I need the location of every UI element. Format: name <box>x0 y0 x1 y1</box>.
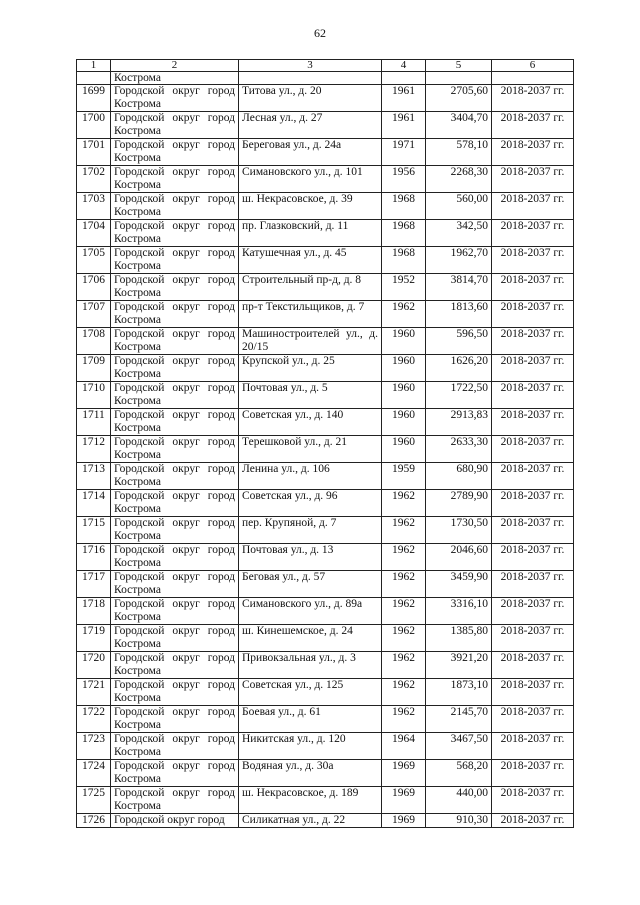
table-row <box>77 193 574 220</box>
period-cell: 2018-2037 гг. <box>492 193 574 220</box>
period-cell: 2018-2037 гг. <box>492 409 574 436</box>
district-cell: Городской округ город Кострома <box>111 382 239 409</box>
row-number: 1709 <box>77 355 111 382</box>
period-cell: 2018-2037 гг. <box>492 112 574 139</box>
table-row <box>77 274 574 301</box>
district-cell: Городской округ город Кострома <box>111 220 239 247</box>
table-row <box>77 544 574 571</box>
year-cell: 1962 <box>382 301 426 328</box>
area-cell: 560,00 <box>426 193 492 220</box>
district-cell: Городской округ город Кострома <box>111 355 239 382</box>
address-cell: Беговая ул., д. 57 <box>239 571 382 598</box>
address-cell: ш. Кинешемское, д. 24 <box>239 625 382 652</box>
table-row <box>77 409 574 436</box>
period-cell: 2018-2037 гг. <box>492 247 574 274</box>
address-cell: Советская ул., д. 96 <box>239 490 382 517</box>
table-row <box>77 247 574 274</box>
district-cell: Городской округ город Кострома <box>111 166 239 193</box>
address-cell: Симановского ул., д. 89а <box>239 598 382 625</box>
header-cell: 1 <box>77 60 111 72</box>
page-number: 62 <box>314 26 326 40</box>
area-cell: 3467,50 <box>426 733 492 760</box>
address-cell: Титова ул., д. 20 <box>239 85 382 112</box>
housing-register-table <box>76 59 574 828</box>
address-cell: Водяная ул., д. 30а <box>239 760 382 787</box>
period-cell: 2018-2037 гг. <box>492 625 574 652</box>
address-cell: Почтовая ул., д. 13 <box>239 544 382 571</box>
period-cell: 2018-2037 гг. <box>492 274 574 301</box>
area-cell: 2789,90 <box>426 490 492 517</box>
area-cell: 2268,30 <box>426 166 492 193</box>
area-cell: 1730,50 <box>426 517 492 544</box>
period-cell: 2018-2037 гг. <box>492 760 574 787</box>
header-cell: 2 <box>111 60 239 72</box>
year-cell: 1962 <box>382 517 426 544</box>
row-number: 1716 <box>77 544 111 571</box>
period-cell: 2018-2037 гг. <box>492 463 574 490</box>
area-cell: 1873,10 <box>426 679 492 706</box>
area-cell: 2913,83 <box>426 409 492 436</box>
row-number: 1705 <box>77 247 111 274</box>
year-cell: 1962 <box>382 679 426 706</box>
year-cell: 1962 <box>382 544 426 571</box>
table-row <box>77 706 574 733</box>
area-cell: 568,20 <box>426 760 492 787</box>
district-cell: Городской округ город <box>111 814 239 828</box>
column-number-header-row <box>77 60 574 72</box>
address-cell: Никитская ул., д. 120 <box>239 733 382 760</box>
area-cell: 1385,80 <box>426 625 492 652</box>
period-cell: 2018-2037 гг. <box>492 787 574 814</box>
row-number: 1717 <box>77 571 111 598</box>
year-cell: 1956 <box>382 166 426 193</box>
period-cell: 2018-2037 гг. <box>492 571 574 598</box>
district-cell: Городской округ город Кострома <box>111 247 239 274</box>
row-number: 1712 <box>77 436 111 463</box>
header-cell: 3 <box>239 60 382 72</box>
area-cell: 440,00 <box>426 787 492 814</box>
district-cell: Городской округ город Кострома <box>111 571 239 598</box>
area-cell: 1813,60 <box>426 301 492 328</box>
district-cell: Городской округ город Кострома <box>111 598 239 625</box>
area-cell: 2633,30 <box>426 436 492 463</box>
period-cell: 2018-2037 гг. <box>492 166 574 193</box>
row-number: 1725 <box>77 787 111 814</box>
header-cell: 6 <box>492 60 574 72</box>
year-cell: 1962 <box>382 598 426 625</box>
period-cell: 2018-2037 гг. <box>492 85 574 112</box>
district-cell: Городской округ город Кострома <box>111 193 239 220</box>
area-cell: 3316,10 <box>426 598 492 625</box>
district-cell: Городской округ город Кострома <box>111 760 239 787</box>
area-cell: 1722,50 <box>426 382 492 409</box>
table-row <box>77 787 574 814</box>
address-cell: Почтовая ул., д. 5 <box>239 382 382 409</box>
row-number: 1724 <box>77 760 111 787</box>
period-cell: 2018-2037 гг. <box>492 301 574 328</box>
area-cell: 3921,20 <box>426 652 492 679</box>
area-cell: 2145,70 <box>426 706 492 733</box>
row-number: 1700 <box>77 112 111 139</box>
address-cell: Катушечная ул., д. 45 <box>239 247 382 274</box>
period-cell: 2018-2037 гг. <box>492 490 574 517</box>
table-row <box>77 139 574 166</box>
district-cell: Городской округ город Кострома <box>111 517 239 544</box>
address-cell: пер. Крупяной, д. 7 <box>239 517 382 544</box>
table-row <box>77 517 574 544</box>
address-cell: Советская ул., д. 125 <box>239 679 382 706</box>
year-cell: 1962 <box>382 706 426 733</box>
area-cell: 3459,90 <box>426 571 492 598</box>
table-row <box>77 490 574 517</box>
year-cell: 1968 <box>382 247 426 274</box>
row-number: 1713 <box>77 463 111 490</box>
table-row <box>77 436 574 463</box>
period-cell: 2018-2037 гг. <box>492 355 574 382</box>
area-cell: 910,30 <box>426 814 492 828</box>
district-cell: Городской округ город Кострома <box>111 409 239 436</box>
row-number: 1715 <box>77 517 111 544</box>
table-row <box>77 625 574 652</box>
table-row <box>77 355 574 382</box>
row-number: 1704 <box>77 220 111 247</box>
district-cell: Городской округ город Кострома <box>111 274 239 301</box>
row-number: 1722 <box>77 706 111 733</box>
address-cell: ш. Некрасовское, д. 39 <box>239 193 382 220</box>
row-number: 1714 <box>77 490 111 517</box>
period-cell: 2018-2037 гг. <box>492 382 574 409</box>
row-number: 1721 <box>77 679 111 706</box>
area-cell: 578,10 <box>426 139 492 166</box>
period-cell: 2018-2037 гг. <box>492 598 574 625</box>
year-cell: 1971 <box>382 139 426 166</box>
year-cell: 1968 <box>382 193 426 220</box>
table-row <box>77 679 574 706</box>
row-number: 1723 <box>77 733 111 760</box>
district-cell: Городской округ город Кострома <box>111 139 239 166</box>
table-row <box>77 814 574 828</box>
area-cell: 1626,20 <box>426 355 492 382</box>
address-cell: Боевая ул., д. 61 <box>239 706 382 733</box>
table-row <box>77 463 574 490</box>
year-cell: 1960 <box>382 355 426 382</box>
table-row <box>77 733 574 760</box>
district-cell: Городской округ город Кострома <box>111 436 239 463</box>
district-cell: Городской округ город Кострома <box>111 787 239 814</box>
table-row <box>77 166 574 193</box>
period-cell: 2018-2037 гг. <box>492 328 574 355</box>
address-cell: пр-т Текстильщиков, д. 7 <box>239 301 382 328</box>
row-number: 1718 <box>77 598 111 625</box>
year-cell: 1962 <box>382 625 426 652</box>
row-number: 1703 <box>77 193 111 220</box>
period-cell: 2018-2037 гг. <box>492 436 574 463</box>
period-cell: 2018-2037 гг. <box>492 706 574 733</box>
table-row <box>77 112 574 139</box>
district-cell: Городской округ город Кострома <box>111 301 239 328</box>
period-cell: 2018-2037 гг. <box>492 814 574 828</box>
row-number: 1708 <box>77 328 111 355</box>
row-number: 1706 <box>77 274 111 301</box>
continuation-text: Кострома <box>111 72 239 85</box>
table-row <box>77 301 574 328</box>
area-cell: 2046,60 <box>426 544 492 571</box>
year-cell: 1962 <box>382 571 426 598</box>
period-cell: 2018-2037 гг. <box>492 220 574 247</box>
year-cell: 1960 <box>382 328 426 355</box>
district-cell: Городской округ город Кострома <box>111 85 239 112</box>
row-number: 1702 <box>77 166 111 193</box>
year-cell: 1969 <box>382 787 426 814</box>
row-number: 1726 <box>77 814 111 828</box>
period-cell: 2018-2037 гг. <box>492 544 574 571</box>
table-row <box>77 571 574 598</box>
address-cell: ш. Некрасовское, д. 189 <box>239 787 382 814</box>
table-row <box>77 598 574 625</box>
address-cell: Силикатная ул., д. 22 <box>239 814 382 828</box>
area-cell: 3814,70 <box>426 274 492 301</box>
address-cell: Строительный пр-д, д. 8 <box>239 274 382 301</box>
district-cell: Городской округ город Кострома <box>111 544 239 571</box>
address-cell: Крупской ул., д. 25 <box>239 355 382 382</box>
table-row <box>77 382 574 409</box>
year-cell: 1960 <box>382 382 426 409</box>
district-cell: Городской округ город Кострома <box>111 463 239 490</box>
row-number: 1719 <box>77 625 111 652</box>
row-number: 1701 <box>77 139 111 166</box>
table-row <box>77 328 574 355</box>
year-cell: 1960 <box>382 409 426 436</box>
address-cell: Советская ул., д. 140 <box>239 409 382 436</box>
row-number: 1710 <box>77 382 111 409</box>
table-row <box>77 220 574 247</box>
row-number: 1711 <box>77 409 111 436</box>
table-row <box>77 760 574 787</box>
district-cell: Городской округ город Кострома <box>111 652 239 679</box>
row-number: 1720 <box>77 652 111 679</box>
address-cell: Машиностроителей ул., д. 20/15 <box>239 328 382 355</box>
period-cell: 2018-2037 гг. <box>492 517 574 544</box>
area-cell: 342,50 <box>426 220 492 247</box>
district-cell: Городской округ город Кострома <box>111 679 239 706</box>
header-cell: 5 <box>426 60 492 72</box>
area-cell: 596,50 <box>426 328 492 355</box>
table-row <box>77 85 574 112</box>
district-cell: Городской округ город Кострома <box>111 112 239 139</box>
year-cell: 1962 <box>382 490 426 517</box>
year-cell: 1952 <box>382 274 426 301</box>
year-cell: 1969 <box>382 814 426 828</box>
district-cell: Городской округ город Кострома <box>111 328 239 355</box>
area-cell: 3404,70 <box>426 112 492 139</box>
row-number: 1707 <box>77 301 111 328</box>
area-cell: 1962,70 <box>426 247 492 274</box>
address-cell: Лесная ул., д. 27 <box>239 112 382 139</box>
continuation-row <box>77 72 574 85</box>
address-cell: Береговая ул., д. 24а <box>239 139 382 166</box>
year-cell: 1964 <box>382 733 426 760</box>
area-cell: 680,90 <box>426 463 492 490</box>
district-cell: Городской округ город Кострома <box>111 490 239 517</box>
area-cell: 2705,60 <box>426 85 492 112</box>
year-cell: 1959 <box>382 463 426 490</box>
year-cell: 1960 <box>382 436 426 463</box>
year-cell: 1961 <box>382 85 426 112</box>
year-cell: 1961 <box>382 112 426 139</box>
district-cell: Городской округ город Кострома <box>111 733 239 760</box>
year-cell: 1968 <box>382 220 426 247</box>
period-cell: 2018-2037 гг. <box>492 652 574 679</box>
address-cell: пр. Глазковский, д. 11 <box>239 220 382 247</box>
year-cell: 1962 <box>382 652 426 679</box>
year-cell: 1969 <box>382 760 426 787</box>
address-cell: Привокзальная ул., д. 3 <box>239 652 382 679</box>
address-cell: Симановского ул., д. 101 <box>239 166 382 193</box>
period-cell: 2018-2037 гг. <box>492 679 574 706</box>
address-cell: Терешковой ул., д. 21 <box>239 436 382 463</box>
address-cell: Ленина ул., д. 106 <box>239 463 382 490</box>
table-row <box>77 652 574 679</box>
row-number: 1699 <box>77 85 111 112</box>
header-cell: 4 <box>382 60 426 72</box>
district-cell: Городской округ город Кострома <box>111 706 239 733</box>
period-cell: 2018-2037 гг. <box>492 733 574 760</box>
period-cell: 2018-2037 гг. <box>492 139 574 166</box>
district-cell: Городской округ город Кострома <box>111 625 239 652</box>
